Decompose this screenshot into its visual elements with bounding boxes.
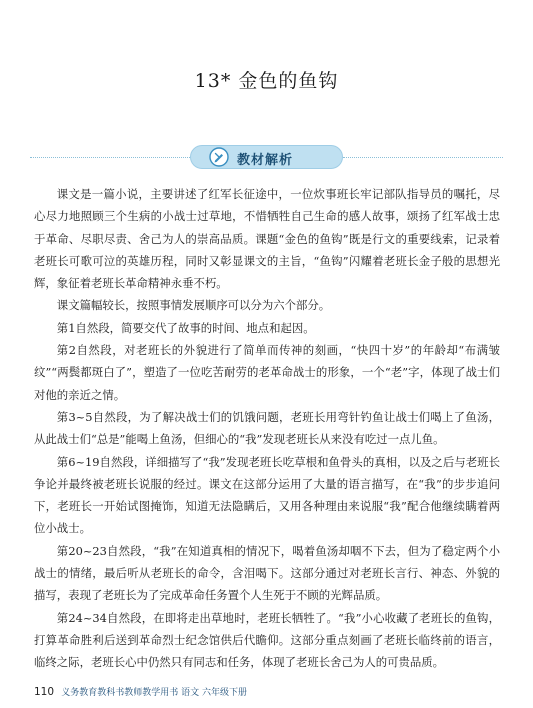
page-number: 110: [34, 686, 55, 698]
paragraph: 第24~34自然段，在即将走出草地时，老班长牺牲了。“我”小心收藏了老班长的鱼钩，打算革命胜利后送到革命烈士纪念馆供后代瞻仰。这部分重点刻画了老班长临终前的语言，临终之际，老班长心中仍然只有同志和任务，体现了老班长舍己为人的可贵品质。: [34, 610, 500, 670]
book-title: 义务教育教科书教师教学用书 语文 六年级下册: [61, 688, 247, 698]
dotted-rule-right: [343, 157, 503, 158]
page-title: 13* 金色的鱼钩: [194, 70, 339, 92]
paragraph: 第2自然段，对老班长的外貌进行了简单而传神的刻画，“快四十岁”的年龄却“布满皱纹”“两鬓都斑白了”，塑造了一位吃苦耐劳的老革命战士的形象，一个“老”字，体现了战士们对他的亲近之情。: [34, 343, 500, 402]
paragraph: 课文篇幅较长，按照事情发展顺序可以分为六个部分。: [56, 298, 331, 313]
body-text: [34, 183, 500, 674]
paragraph: 第6~19自然段，详细描写了“我”发现老班长吃草根和鱼骨头的真相，以及之后与老班长争论并最终被老班长说服的经过。课文在这部分运用了大量的语言描写，在“我”的步步追问下，老班长一开始试图掩饰，知道无法隐瞒后，又用各种理由来说服“我”配合他继续瞒着两位小战士。: [34, 454, 500, 536]
paragraph: 第3~5自然段，为了解决战士们的饥饿问题，老班长用弯针钓鱼让战士们喝上了鱼汤，从此战士们“总是”能喝上鱼汤，但细心的“我”发现老班长从来没有吃过一点儿鱼。: [34, 409, 500, 447]
section-label: 教材解析: [237, 153, 294, 168]
paragraph: 第20~23自然段，“我”在知道真相的情况下，喝着鱼汤却咽不下去，但为了稳定两个小战士的情绪，最后听从老班长的命令，含泪喝下。这部分通过对老班长言行、神态、外貌的描写，表现了老班长为了完成革命任务置个人生死于不顾的光辉品质。: [34, 543, 500, 603]
dotted-rule-left: [30, 157, 190, 158]
paragraph: 课文是一篇小说，主要讲述了红军长征途中，一位炊事班长牢记部队指导员的嘱托，尽心尽力地照顾三个生病的小战士过草地，不惜牺牲自己生命的感人故事，颂扬了红军战士忠于革命、尽职尽责、舍己为人的崇高品质。课题“金色的鱼钩”既是行文的重要线索，记录着老班长可歌可泣的英雄历程，同时又彰显课文的主旨，“鱼钩”闪耀着老班长金子般的思想光辉，象征着老班长革命精神永垂不朽。: [34, 187, 500, 291]
section-label-pill: [190, 145, 343, 169]
page-footer: [34, 685, 247, 698]
section-header: [30, 145, 503, 171]
paragraph: 第1自然段，简要交代了故事的时间、地点和起因。: [56, 320, 315, 335]
pencil-icon: [209, 147, 229, 167]
